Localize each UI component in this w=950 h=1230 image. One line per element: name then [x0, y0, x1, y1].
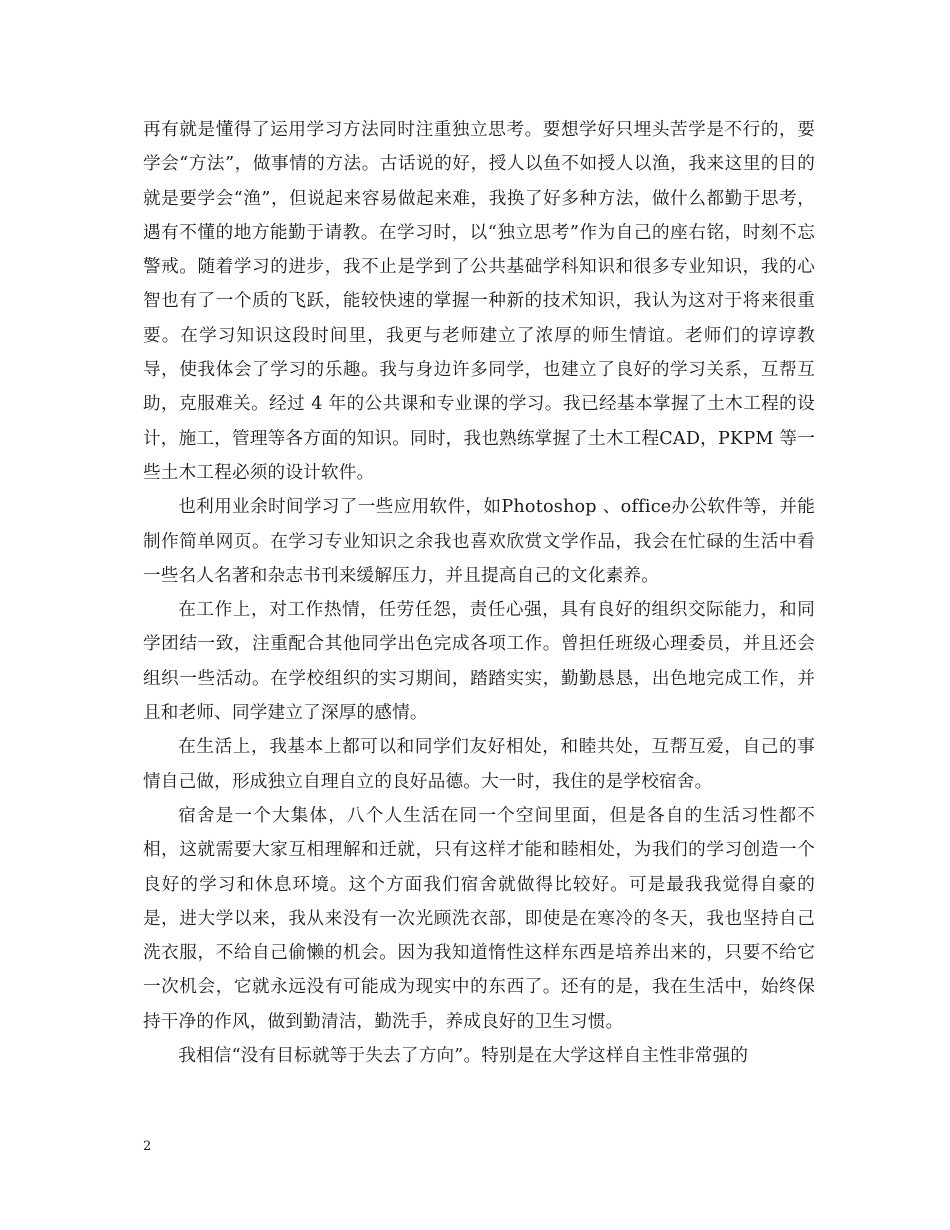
paragraph-goals: 我相信“没有目标就等于失去了方向”。特别是在大学这样自主性非常强的: [178, 1046, 749, 1067]
document-body: [143, 113, 815, 1073]
paragraph-life: 在生活上，我基本上都可以和同学们友好相处，和睦共处，互帮互爱，自己的事情自己做，形成独立自理自立的良好品德。大一时，我住的是学校宿舍。: [143, 737, 815, 792]
page-number: 2: [143, 1139, 152, 1154]
paragraph-study-methods: 再有就是懂得了运用学习方法同时注重独立思考。要想学好只埋头苦学是不行的，要学会“方法”，做事情的方法。古话说的好，授人以鱼不如授人以渔，我来这里的目的就是要学会“渔”，但说起来容易做起来难，我换了好多种方法，做什么都勤于思考，遇有不懂的地方能勤于请教。在学习时，以“独立思考”作为自己的座右铭，时刻不忘警戒。随着学习的进步，我不止是学到了公共基础学科知识和很多专业知识，我的心智也有了一个质的飞跃，能较快速的掌握一种新的技术知识，我认为这对于将来很重要。在学习知识这段时间里，我更与老师建立了浓厚的师生情谊。老师们的谆谆教导，使我体会了学习的乐趣。我与身边许多同学，也建立了良好的学习关系，互帮互助，克服难关。经过 4 年的公共课和专业课的学习。我已经基本掌握了土木工程的设计，施工，管理等各方面的知识。同时，我也熟练掌握了土木工程CAD，PKPM 等一些土木工程必须的设计软件。: [143, 120, 815, 483]
paragraph-software-skills: 也利用业余时间学习了一些应用软件，如Photoshop 、office办公软件等，并能制作简单网页。在学习专业知识之余我也喜欢欣赏文学作品，我会在忙碌的生活中看一些名人名著和杂志书刊来缓解压力，并且提高自己的文化素养。: [143, 497, 815, 586]
paragraph-work: 在工作上，对工作热情，任劳任怨，责任心强，具有良好的组织交际能力，和同学团结一致，注重配合其他同学出色完成各项工作。曾担任班级心理委员，并且还会组织一些活动。在学校组织的实习期间，踏踏实实，勤勤恳恳，出色地完成工作，并且和老师、同学建立了深厚的感情。: [143, 600, 815, 724]
paragraph-dormitory: 宿舍是一个大集体，八个人生活在同一个空间里面，但是各自的生活习性都不相，这就需要大家互相理解和迁就，只有这样才能和睦相处，为我们的学习创造一个良好的学习和休息环境。这个方面我们宿舍就做得比较好。可是最我我觉得自豪的是，进大学以来，我从来没有一次光顾洗衣部，即使是在寒冷的冬天，我也坚持自己洗衣服，不给自己偷懒的机会。因为我知道惰性这样东西是培养出来的，只要不给它一次机会，它就永远没有可能成为现实中的东西了。还有的是，我在生活中，始终保持干净的作风，做到勤清洁，勤洗手，养成良好的卫生习惯。: [143, 805, 815, 1032]
